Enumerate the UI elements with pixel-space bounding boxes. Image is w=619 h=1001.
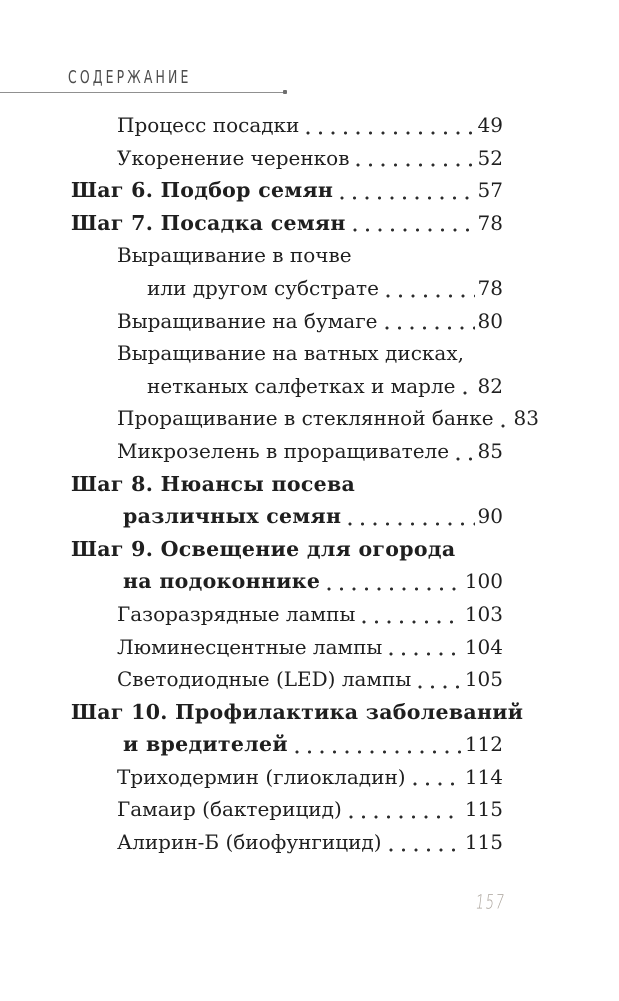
dot-leader [327, 587, 462, 591]
toc-entry [71, 598, 503, 631]
toc-entry [71, 728, 503, 761]
toc-entry [71, 272, 503, 305]
toc-entry-page: 78 [477, 275, 503, 300]
toc-entry-page: 49 [477, 113, 503, 137]
toc-entry [71, 500, 503, 533]
toc-entry [71, 305, 503, 338]
toc-entry-title: Укоренение черенков [117, 145, 350, 170]
toc-entry-title: Выращивание в почве [117, 243, 352, 268]
toc-entry [71, 468, 503, 501]
toc-entry-page: 90 [477, 504, 503, 529]
toc-entry-page: 80 [477, 308, 503, 333]
toc-entry-page: 103 [464, 601, 503, 626]
toc-entry-title: Выращивание на ватных дисках, [117, 341, 464, 366]
table-of-contents [71, 109, 539, 859]
toc-entry [71, 631, 503, 664]
dot-leader [389, 652, 461, 656]
toc-entry [71, 533, 503, 566]
dot-leader [306, 131, 474, 135]
dot-leader [413, 782, 462, 786]
toc-entry-title: Шаг 9. Освещение для огорода [71, 536, 456, 561]
toc-entry [71, 337, 503, 370]
toc-entry-title: Газоразрядные лампы [117, 601, 356, 626]
toc-entry-title: нетканых салфетках и марле [147, 373, 456, 398]
toc-entry-page: 115 [464, 830, 503, 855]
toc-entry-title: Выращивание на бумаге [117, 308, 378, 333]
toc-entry-title: Триходермин (глиокладин) [117, 764, 406, 789]
toc-entry-title: Гамаир (бактерицид) [117, 797, 342, 822]
toc-entry-title: Алирин-Б (биофунгицид) [117, 830, 382, 855]
toc-entry [71, 826, 503, 859]
toc-entry-title: Проращивание в стеклянной банке [117, 406, 494, 431]
toc-entry [71, 793, 503, 826]
toc-entry [71, 142, 503, 175]
dot-leader [463, 391, 475, 395]
toc-entry-title: различных семян [123, 504, 342, 529]
dot-leader [353, 228, 475, 232]
toc-entry-title: Микрозелень в проращивателе [117, 438, 450, 463]
toc-entry-title: Шаг 7. Посадка семян [71, 210, 346, 235]
page-number: 157 [474, 891, 507, 914]
toc-entry-page: 57 [477, 178, 503, 203]
toc-entry-title: Шаг 6. Подбор семян [71, 178, 334, 203]
dot-leader [418, 685, 462, 689]
toc-entry-title: Процесс посадки [117, 113, 300, 137]
toc-entry-page: 85 [477, 438, 503, 463]
dot-leader [456, 457, 474, 461]
toc-entry [71, 565, 503, 598]
toc-entry-page: 114 [464, 764, 503, 789]
dot-leader [386, 294, 475, 298]
toc-entry [71, 239, 503, 272]
dot-leader [340, 196, 474, 200]
toc-entry-page: 104 [464, 634, 503, 659]
dot-leader [362, 620, 461, 624]
toc-entry-page: 82 [477, 373, 503, 398]
toc-entry [71, 109, 503, 142]
toc-entry-page: 78 [477, 210, 503, 235]
toc-entry-page: 83 [513, 406, 539, 431]
toc-entry-title: и вредителей [123, 732, 288, 757]
toc-entry-page: 100 [464, 569, 503, 594]
toc-entry-page: 112 [464, 732, 503, 757]
header-rule [0, 92, 283, 93]
toc-entry [71, 207, 503, 240]
toc-entry-page: 52 [477, 145, 503, 170]
dot-leader [389, 848, 462, 852]
toc-entry [71, 402, 539, 435]
toc-entry [71, 761, 503, 794]
toc-entry-title: Светодиодные (LED) лампы [117, 667, 412, 692]
toc-entry-title: или другом субстрате [147, 275, 379, 300]
toc-entry-title: Шаг 10. Профилактика заболеваний [71, 699, 524, 724]
toc-entry-page: 115 [464, 797, 503, 822]
dot-leader [295, 750, 462, 754]
toc-entry [71, 370, 503, 403]
toc-entry-title: на подоконнике [123, 569, 321, 594]
toc-entry-title: Люминесцентные лампы [117, 634, 383, 659]
toc-entry [71, 435, 503, 468]
dot-leader [385, 326, 475, 330]
dot-leader [501, 424, 511, 428]
dot-leader [356, 163, 474, 167]
running-header: СОДЕРЖАНИЕ [68, 66, 192, 88]
toc-entry [71, 663, 503, 696]
toc-entry [71, 696, 524, 729]
toc-entry-page: 105 [464, 667, 503, 692]
dot-leader [348, 522, 474, 526]
toc-entry-title: Шаг 8. Нюансы посева [71, 471, 356, 496]
dot-leader [349, 815, 462, 819]
toc-entry [71, 174, 503, 207]
